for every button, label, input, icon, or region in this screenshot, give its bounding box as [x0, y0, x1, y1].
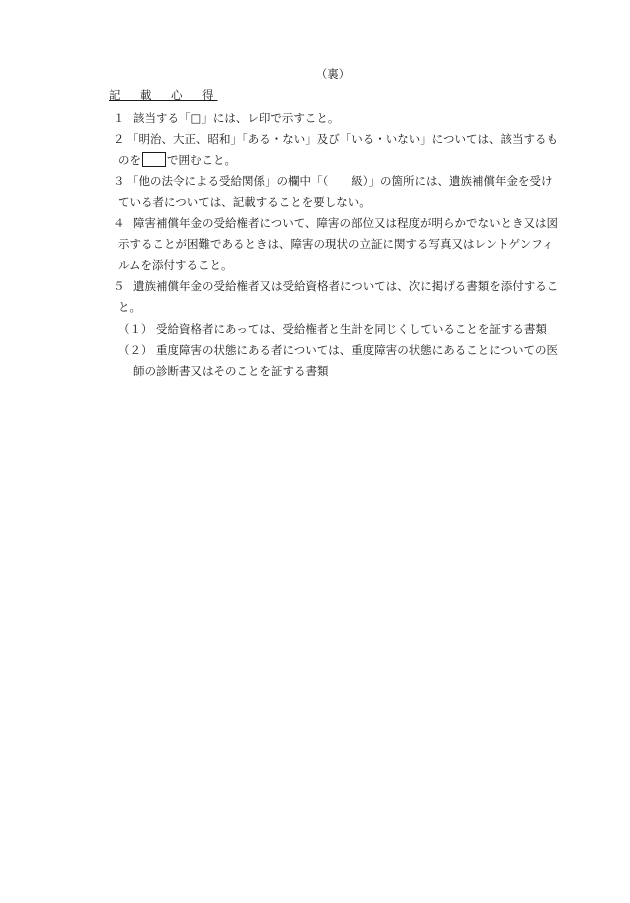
item-text: 「明治、大正、昭和」「ある・ない」及び「いる・いない」については、該当するも — [127, 132, 559, 146]
item-text: ルムを添付すること。 — [118, 258, 233, 272]
item-text: と。 — [118, 300, 141, 314]
item-number: ２ — [113, 132, 125, 146]
item-text: 障害補償年金の受給権者について、障害の部位又は程度が明らかでないとき又は図 — [133, 216, 559, 230]
item-number: ３ — [113, 174, 125, 188]
item-text: 遺族補償年金の受給権者又は受給資格者については、次に掲げる書類を添付するこ — [133, 279, 559, 293]
section-title: 記 載 心 得 — [109, 88, 218, 102]
sub-item-text: 受給資格者にあっては、受給権者と生計を同じくしていることを証する書類 — [156, 322, 547, 336]
enclose-box-symbol — [142, 152, 166, 167]
item-text: 示することが困難であるときは、障害の現状の立証に関する写真又はレントゲンフィ — [118, 237, 554, 251]
item-text: 該当する「□」には、レ印で示すこと。 — [133, 111, 340, 125]
sub-item-text: 師の診断書又はそのことを証する書類 — [133, 364, 329, 378]
item-text: 「他の法令による受給関係」の欄中「（ 級）」の箇所には、遺族補償年金を受け — [127, 174, 553, 188]
sub-item-number: （１） — [118, 322, 153, 336]
item-number: １ — [113, 111, 125, 125]
page-side-label: （裏） — [315, 67, 351, 81]
item-number: ５ — [113, 279, 125, 293]
sub-item-text: 重度障害の状態にある者については、重度障害の状態にあることについての医 — [156, 343, 559, 357]
item-text: ている者については、記載することを要しない。 — [118, 195, 371, 209]
item-text-continued: のを で囲むこと。 — [118, 153, 236, 167]
item-number: ４ — [113, 216, 125, 230]
sub-item-number: （２） — [118, 343, 153, 357]
